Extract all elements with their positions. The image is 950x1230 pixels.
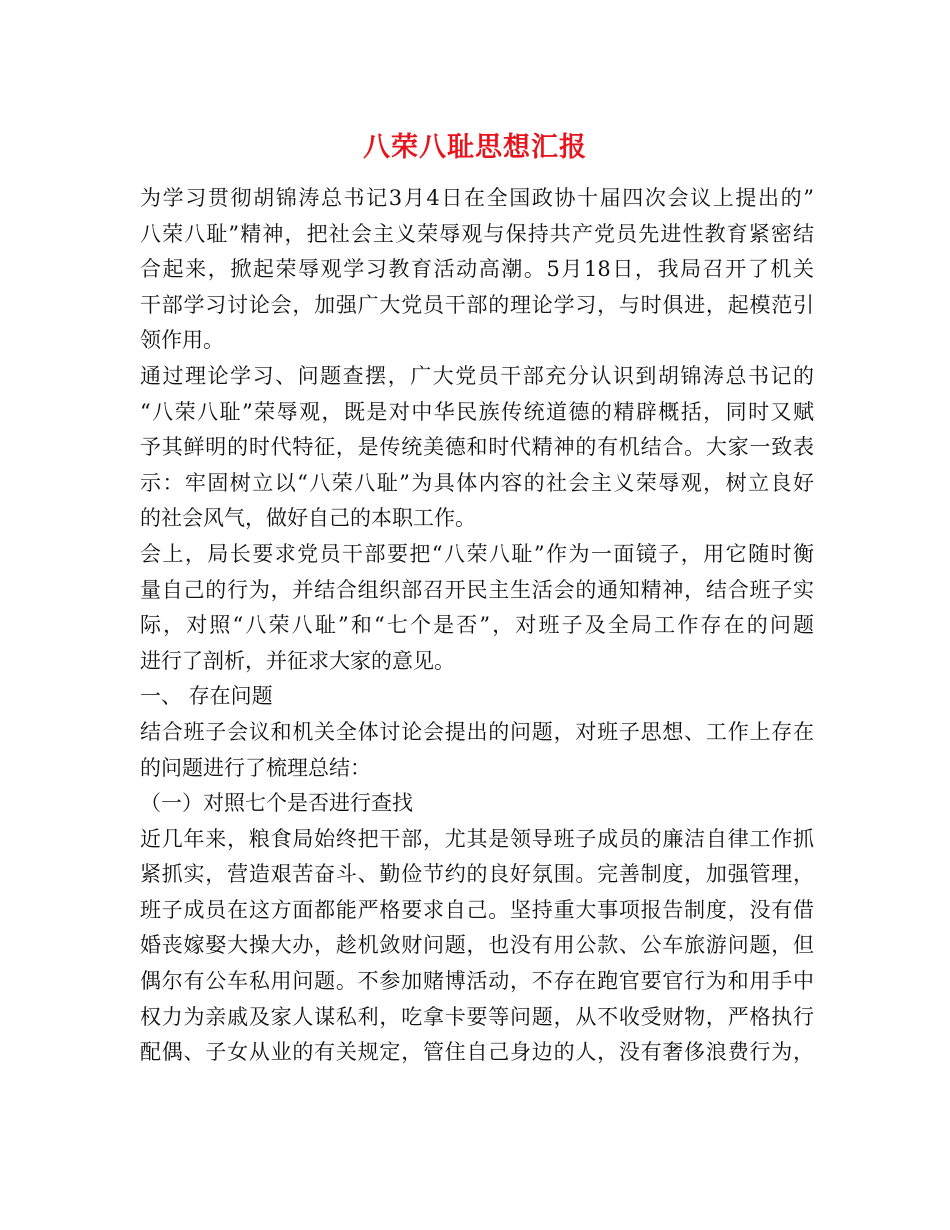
body-text-line: 的问题进行了梳理总结： <box>140 755 371 780</box>
body-text-line: 通过理论学习、问题查摆，广大党员干部充分认识到胡锦涛总书记的 <box>140 363 814 388</box>
body-text-line: 偶尔有公车私用问题。不参加赌博活动，不存在跑官要官行为和用手中 <box>140 969 814 994</box>
body-text-line: 予其鲜明的时代特征，是传统美德和时代精神的有机结合。大家一致表 <box>140 435 814 460</box>
body-text-line: 一、 存在问题 <box>140 684 273 709</box>
document-body <box>140 181 814 1071</box>
body-text-line: 婚丧嫁娶大操大办，趁机敛财问题，也没有用公款、公车旅游问题，但 <box>140 933 814 958</box>
body-text-line: “八荣八耻”荣辱观，既是对中华民族传统道德的精辟概括，同时又赋 <box>140 399 814 424</box>
body-text-line: 干部学习讨论会，加强广大党员干部的理论学习，与时俱进，起模范引 <box>140 292 814 317</box>
body-text-line: 为学习贯彻胡锦涛总书记3月4日在全国政协十届四次会议上提出的” <box>140 186 814 210</box>
body-text-line: 权力为亲戚及家人谋私利，吃拿卡要等问题，从不收受财物，严格执行 <box>140 1004 814 1029</box>
body-text-line: 的社会风气，做好自己的本职工作。 <box>140 506 476 531</box>
body-text-line: 结合班子会议和机关全体讨论会提出的问题，对班子思想、工作上存在 <box>140 719 814 744</box>
body-text-line: （一）对照七个是否进行查找 <box>140 791 413 816</box>
body-text-line: 紧抓实，营造艰苦奋斗、勤俭节约的良好氛围。完善制度，加强管理， <box>140 862 814 887</box>
body-text-line: 合起来，掀起荣辱观学习教育活动高潮。5月18日，我局召开了机关 <box>140 257 814 282</box>
body-text-line: 领作用。 <box>140 328 224 353</box>
body-text-line: 近几年来，粮食局始终把干部，尤其是领导班子成员的廉洁自律工作抓 <box>140 826 814 851</box>
body-text-line: 会上，局长要求党员干部要把“八荣八耻”作为一面镜子，用它随时衡 <box>140 541 814 566</box>
body-text-line: 进行了剖析，并征求大家的意见。 <box>140 648 455 673</box>
body-text-line: 量自己的行为，并结合组织部召开民主生活会的通知精神，结合班子实 <box>140 577 814 602</box>
body-text-line: 班子成员在这方面都能严格要求自己。坚持重大事项报告制度，没有借 <box>140 897 814 922</box>
body-text-line: 际，对照“八荣八耻”和“七个是否”，对班子及全局工作存在的问题 <box>140 613 814 638</box>
document-title: 八荣八耻思想汇报 <box>363 132 587 163</box>
body-text-line: 示：牢固树立以“八荣八耻”为具体内容的社会主义荣辱观，树立良好 <box>140 470 814 495</box>
body-text-line: 配偶、子女从业的有关规定，管住自己身边的人，没有奢侈浪费行为， <box>140 1040 814 1065</box>
body-text-line: 八荣八耻”精神，把社会主义荣辱观与保持共产党员先进性教育紧密结 <box>140 221 814 246</box>
